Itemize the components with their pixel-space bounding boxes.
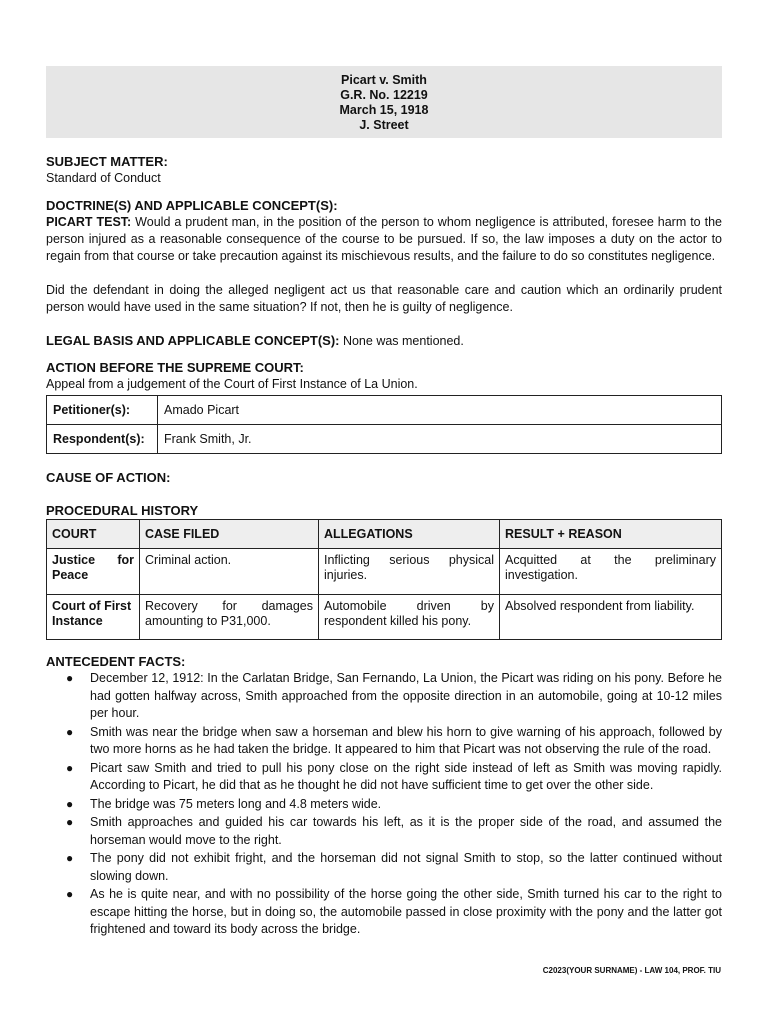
row2-result: Absolved respondent from liability. — [500, 595, 722, 640]
fact-text: As he is quite near, and with no possibility of the horse going the other side, Smith turned his car to the right to escape hitting the horse, but in doing so, the automobile passed in close proximity with the pony and the latter got frightened and toward its body across the bridge. — [90, 887, 722, 936]
list-item — [66, 670, 722, 723]
respondent-label: Respondent(s): — [47, 425, 158, 454]
legal-basis-text: None was mentioned. — [339, 334, 464, 348]
procedural-history-table — [46, 519, 722, 640]
bullet-icon: ● — [66, 815, 74, 829]
action-text: Appeal from a judgement of the Court of First Instance of La Union. — [46, 377, 418, 391]
doctrine-heading: DOCTRINE(S) AND APPLICABLE CONCEPT(S): — [46, 198, 338, 213]
decision-date: March 15, 1918 — [339, 103, 429, 117]
petitioner-label: Petitioner(s): — [47, 396, 158, 425]
bullet-icon: ● — [66, 724, 74, 739]
case-name: Picart v. Smith — [341, 73, 427, 87]
fact-text: Smith approaches and guided his car towards his left, as it is the proper side of the road, and assumed the horseman would move to the right. — [90, 815, 722, 847]
procedural-history-heading: PROCEDURAL HISTORY — [46, 503, 199, 518]
cause-of-action-heading: CAUSE OF ACTION: — [46, 470, 171, 485]
row1-court: Justice for Peace — [47, 549, 140, 595]
col-header-case-filed: CASE FILED — [140, 520, 319, 549]
bullet-icon: ● — [66, 887, 74, 901]
row2-allegations: Automobile driven by respondent killed his pony. — [319, 595, 500, 640]
case-header — [46, 66, 722, 138]
ponente: J. Street — [359, 118, 409, 132]
petitioner-value: Amado Picart — [158, 396, 722, 425]
page-footer: C2023(YOUR SURNAME) - LAW 104, PROF. TIU — [542, 966, 721, 975]
bullet-icon: ● — [66, 796, 74, 811]
row2-court: Court of First Instance — [47, 595, 140, 640]
bullet-icon: ● — [66, 851, 74, 865]
row1-result: Acquitted at the preliminary investigation. — [500, 549, 722, 595]
picart-test-label: PICART TEST: — [46, 215, 132, 229]
col-header-result: RESULT + REASON — [500, 520, 722, 549]
col-header-allegations: ALLEGATIONS — [319, 520, 500, 549]
picart-test-paragraph — [46, 214, 722, 265]
parties-table — [46, 395, 722, 454]
fact-text: Smith was near the bridge when saw a horseman and blew his horn to give warning of his approach, followed by two more horns as he had taken the bridge. It appeared to him that Picart was not observing the rule of the road. — [90, 724, 722, 756]
col-header-court: COURT — [47, 520, 140, 549]
list-item — [66, 850, 722, 885]
table-row — [47, 549, 722, 595]
picart-test-text: Would a prudent man, in the position of the person to whom negligence is attributed, foresee harm to the person injured as a reasonable consequence of the course to be pursued. If so, the law imposes a duty on the actor to regain from that course or take precaution against its mischievous results, and the failure to do so constitutes negligence. — [46, 215, 722, 263]
bullet-icon: ● — [66, 671, 74, 685]
table-row — [47, 396, 722, 425]
table-row — [47, 595, 722, 640]
doctrine-paragraph-2: Did the defendant in doing the alleged negligent act us that reasonable care and caution which an ordinarily prudent person would have used in the same situation? If not, then he is guilty of negligence. — [46, 283, 722, 314]
action-heading: ACTION BEFORE THE SUPREME COURT: — [46, 360, 304, 375]
row1-case-filed: Criminal action. — [140, 549, 319, 595]
fact-text: December 12, 1912: In the Carlatan Bridge, San Fernando, La Union, the Picart was riding on his pony. Before he had gotten halfway across, Smith approached from the opposite direction in an automobile, going at 10-12 miles per hour. — [90, 671, 722, 720]
list-item — [66, 796, 722, 814]
subject-matter-text: Standard of Conduct — [46, 171, 161, 185]
document-page — [46, 66, 722, 940]
fact-text: Picart saw Smith and tried to pull his pony close on the right side instead of left as Smith was moving rapidly. According to Picart, he did that as he thought he did not have sufficient time to get over the other side. — [90, 760, 722, 792]
list-item — [66, 886, 722, 939]
legal-basis-heading: LEGAL BASIS AND APPLICABLE CONCEPT(S): — [46, 333, 340, 348]
legal-basis — [46, 333, 722, 350]
bullet-icon: ● — [66, 760, 74, 775]
row2-case-filed: Recovery for damages amounting to P31,000. — [140, 595, 319, 640]
fact-text: The bridge was 75 meters long and 4.8 meters wide. — [90, 796, 382, 811]
gr-number: G.R. No. 12219 — [340, 88, 428, 102]
antecedent-facts-heading: ANTECEDENT FACTS: — [46, 654, 186, 669]
antecedent-facts-list — [46, 670, 722, 939]
subject-matter-heading: SUBJECT MATTER: — [46, 154, 168, 169]
table-row — [47, 425, 722, 454]
list-item — [66, 724, 722, 759]
respondent-value: Frank Smith, Jr. — [158, 425, 722, 454]
row1-allegations: Inflicting serious physical injuries. — [319, 549, 500, 595]
list-item — [66, 760, 722, 795]
table-header-row — [47, 520, 722, 549]
list-item — [66, 814, 722, 849]
fact-text: The pony did not exhibit fright, and the horseman did not signal Smith to stop, so the latter continued without slowing down. — [90, 851, 722, 883]
